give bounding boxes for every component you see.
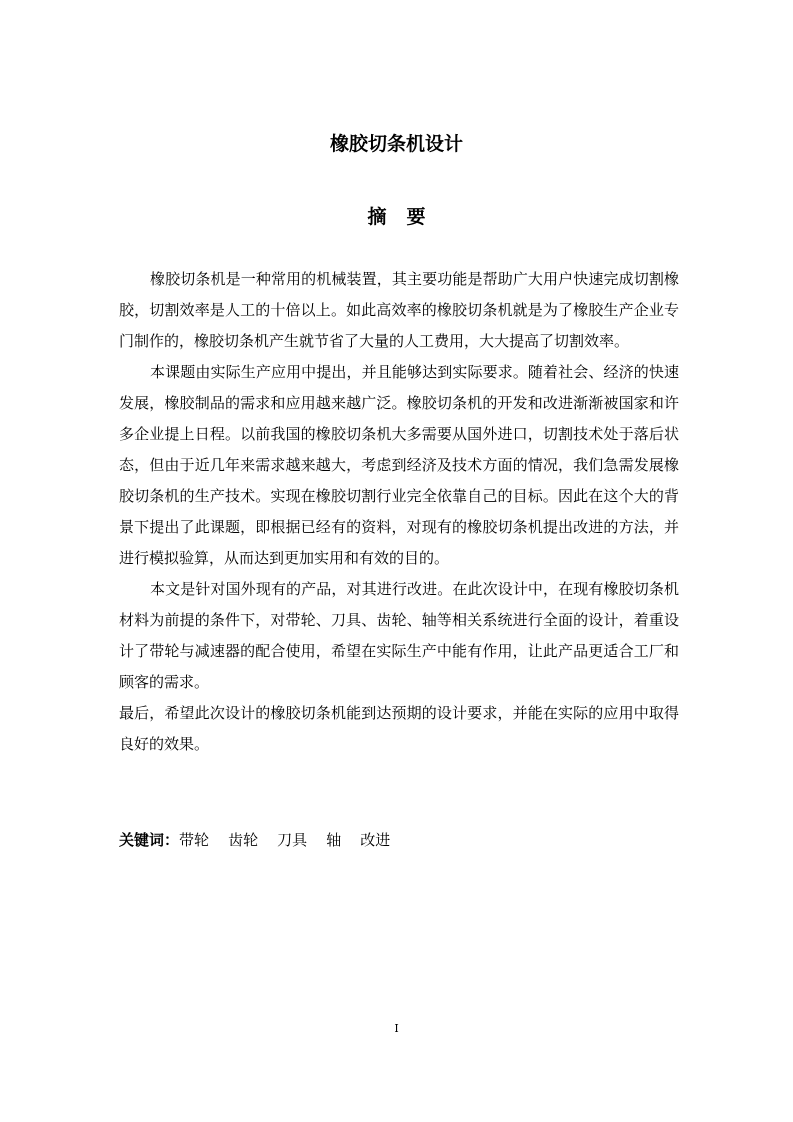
- abstract-paragraph-final: 最后，希望此次设计的橡胶切条机能到达预期的设计要求，并能在实际的应用中取得良好的效果。: [119, 704, 679, 753]
- keywords-list: 带轮 齿轮 刀具 轴 改进: [179, 831, 391, 849]
- abstract-paragraph: 本文是针对国外现有的产品，对其进行改进。在此次设计中，在现有橡胶切条机材料为前提的条件下，对带轮、刀具、齿轮、轴等相关系统进行全面的设计，着重设计了带轮与减速器的配合使用，希望在实际生产中能有作用，让此产品更适合工厂和顾客的需求。: [119, 580, 679, 691]
- abstract-heading-text: 摘要: [367, 206, 446, 228]
- keywords-line: [119, 826, 390, 854]
- page-number: I: [394, 1022, 399, 1035]
- abstract-body: [119, 264, 679, 760]
- keywords-label: 关键词：: [119, 831, 180, 849]
- abstract-heading: [0, 203, 793, 231]
- abstract-paragraph: 本课题由实际生产应用中提出，并且能够达到实际要求。随着社会、经济的快速发展，橡胶制品的需求和应用越来越广泛。橡胶切条机的开发和改进渐渐被国家和许多企业提上日程。以前我国的橡胶切条机大多需要从国外进口，切割技术处于落后状态，但由于近几年来需求越来越大，考虑到经济及技术方面的情况，我们急需发展橡胶切条机的生产技术。实现在橡胶切割行业完全依靠自己的目标。因此在这个大的背景下提出了此课题，即根据已经有的资料，对现有的橡胶切条机提出改进的方法，并进行模拟验算，从而达到更加实用和有效的目的。: [119, 363, 679, 567]
- abstract-paragraph: 橡胶切条机是一种常用的机械装置，其主要功能是帮助广大用户快速完成切割橡胶，切割效率是人工的十倍以上。如此高效率的橡胶切条机就是为了橡胶生产企业专门制作的，橡胶切条机产生就节省了大量的人工费用，大大提高了切割效率。: [119, 270, 679, 350]
- document-title: 橡胶切条机设计: [329, 133, 463, 155]
